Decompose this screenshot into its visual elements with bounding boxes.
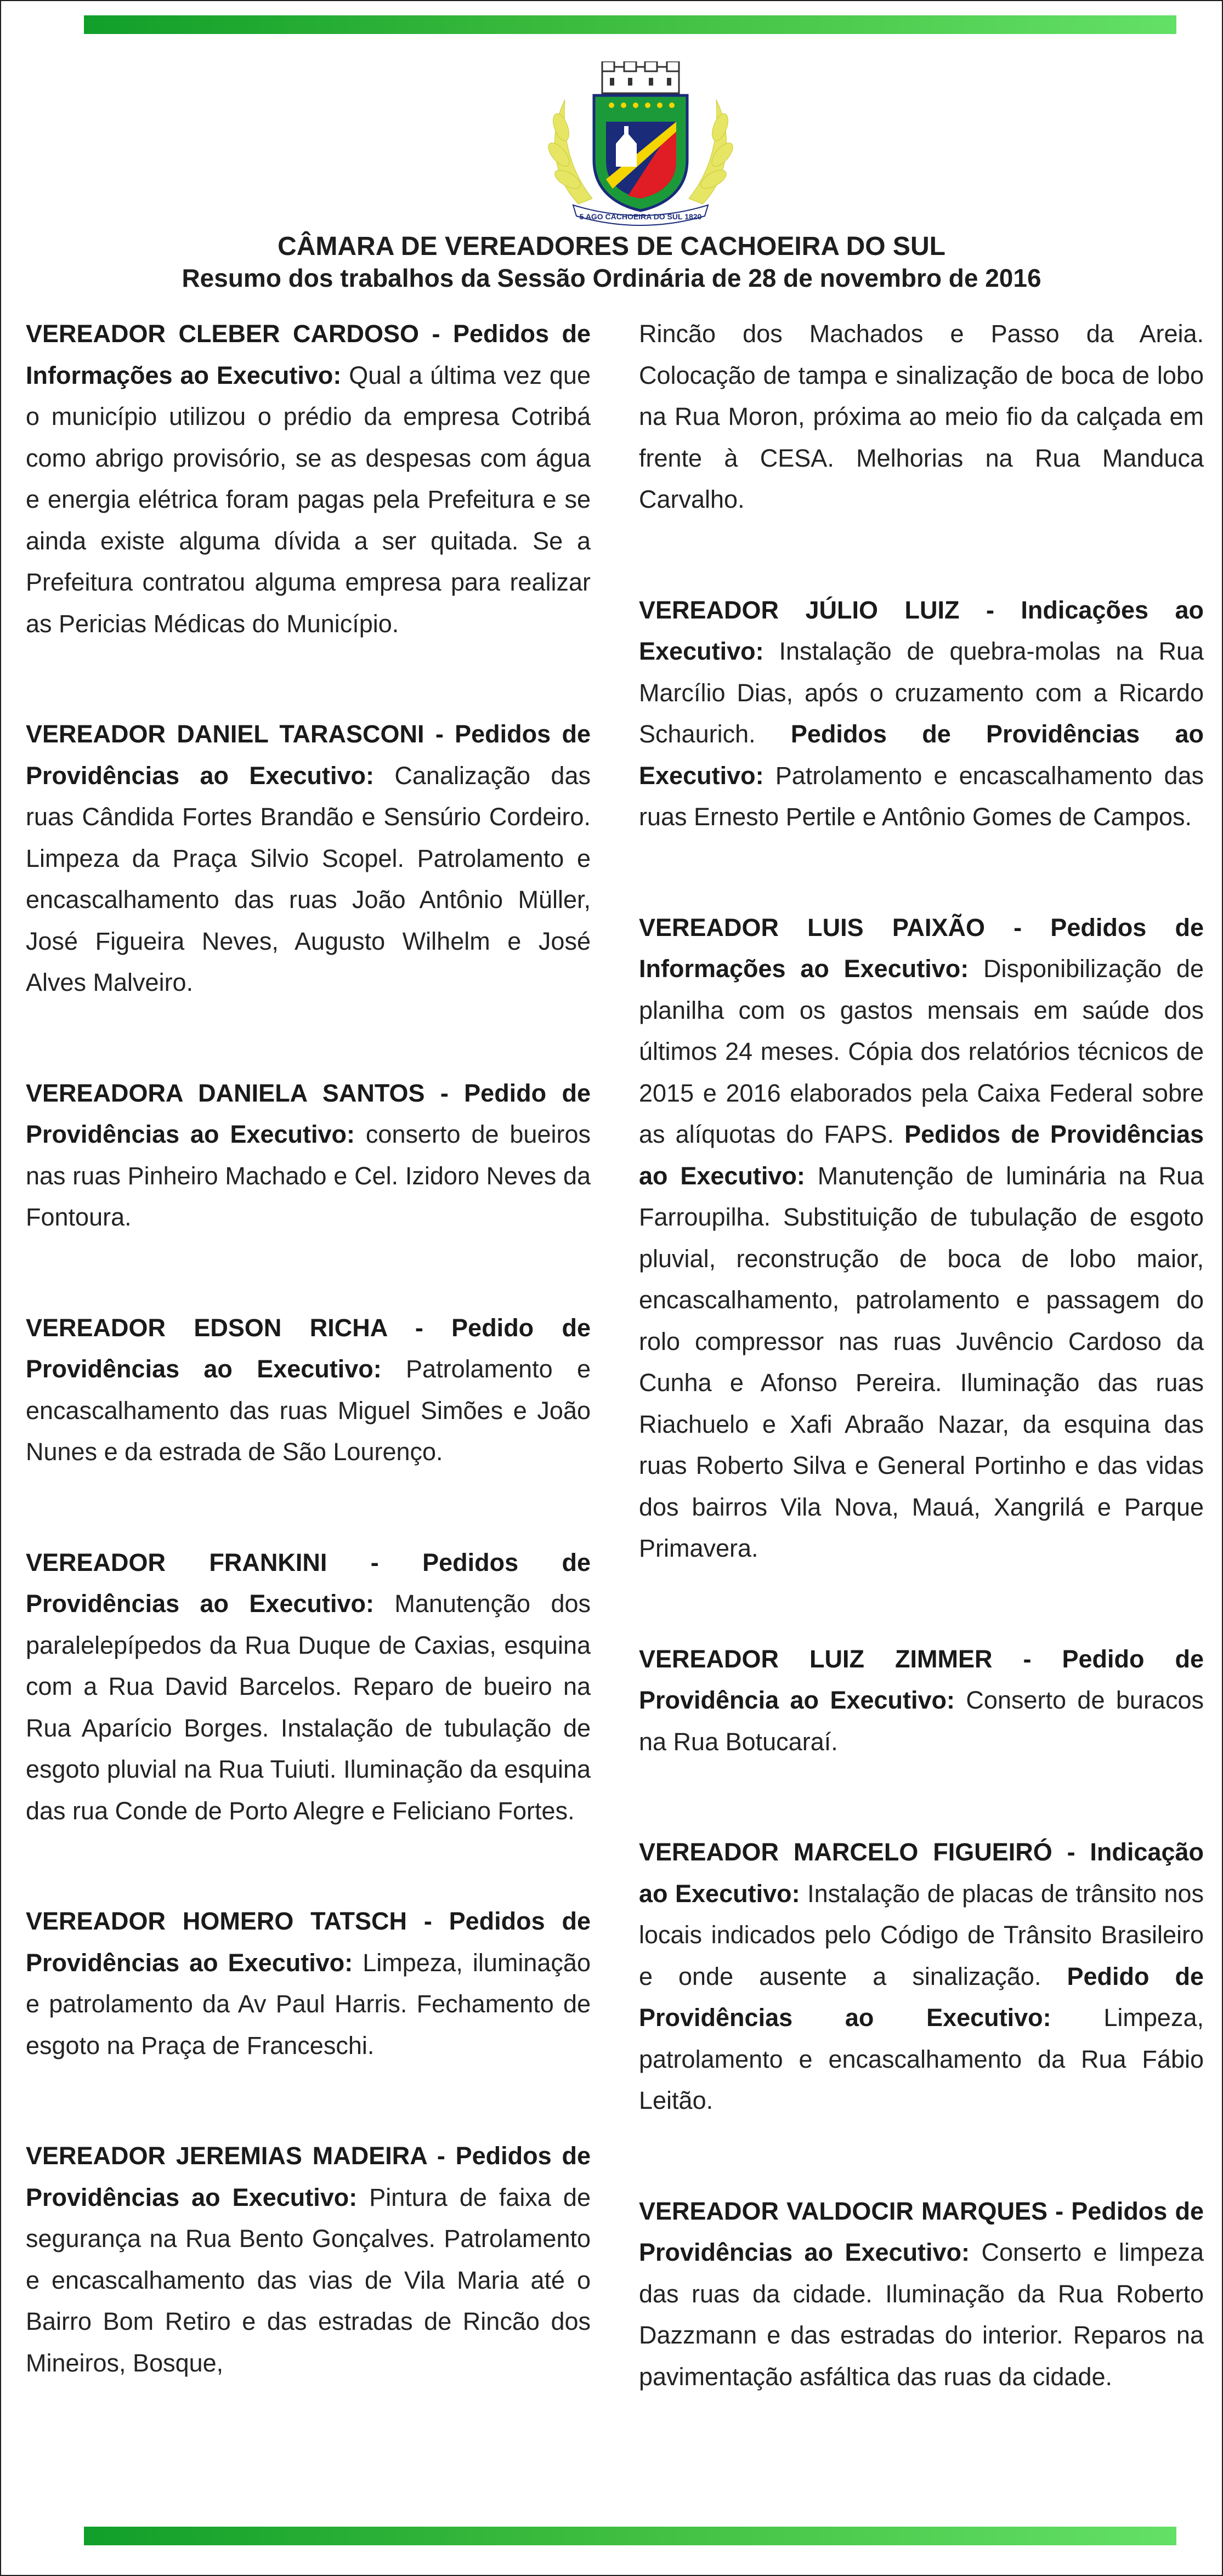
entry-text-2: Patrolamento e encascalhamento das ruas Ernesto Pertile e Antônio Gomes de Campos. xyxy=(639,761,1204,831)
entry-gap xyxy=(639,2121,1204,2191)
city-crest-logo xyxy=(540,61,741,226)
entry-gap xyxy=(26,1473,591,1542)
entry-luiz-zimmer xyxy=(639,1638,1204,1763)
entry-text: Manutenção dos paralelepípedos da Rua Duque de Caxias, esquina com a Rua David Barcelos. Reparo de bueiro na Rua Aparício Borges. Instalação de tubulação de esgoto pluvial na Rua Tuiuti. Iluminação da esquina das rua Conde de Porto Alegre e Feliciano Fortes. xyxy=(26,1590,591,1825)
entry-text-2: Manutenção de luminária na Rua Farroupilha. Substituição de tubulação de esgoto pluvial, reconstrução de boca de lobo maior, encascalhamento, patrolamento e passagem do rolo compressor nas ruas Juvêncio Cardoso da Cunha e Afonso Pereira. Iluminação das ruas Riachuelo e Xafi Abraão Nazar, da esquina das ruas Roberto Silva e General Portinho e das vidas dos bairros Vila Nova, Mauá, Xangrilá e Parque Primavera. xyxy=(639,1161,1204,1562)
entry-heading-2: Pedido de Providências ao Executivo: xyxy=(639,1962,1204,2032)
entry-text: Instalação de placas de trânsito nos locais indicados pelo Código de Trânsito Brasileiro e onde ausente a sinalização. xyxy=(639,1879,1204,1990)
bottom-green-bar xyxy=(84,2527,1176,2545)
entry-text: Conserto e limpeza das ruas da cidade. Iluminação da Rua Roberto Dazzmann e das estradas do interior. Reparos na pavimentação asfáltica das ruas da cidade. xyxy=(639,2238,1204,2391)
entry-edson-richa xyxy=(26,1307,591,1473)
entry-gap xyxy=(639,838,1204,907)
entry-gap xyxy=(26,1238,591,1307)
left-column xyxy=(26,313,591,2384)
entry-homero-tatsch xyxy=(26,1900,591,2066)
entry-jeremias-madeira-continued xyxy=(639,313,1204,520)
entry-heading: VEREADOR LUIZ ZIMMER - Pedido de Providência ao Executivo: xyxy=(639,1644,1204,1714)
entry-daniel-tarasconi xyxy=(26,713,591,1003)
entry-julio-luiz xyxy=(639,589,1204,838)
entry-valdocir-marques xyxy=(639,2191,1204,2398)
entry-heading: VEREADOR HOMERO TATSCH - Pedidos de Providências ao Executivo: xyxy=(26,1907,591,1977)
entry-text: Rincão dos Machados e Passo da Areia. Colocação de tampa e sinalização de boca de lobo na Rua Moron, próxima ao meio fio da calçada em frente à CESA. Melhorias na Rua Manduca Carvalho. xyxy=(639,320,1204,513)
crest-ribbon-text: 5 AGO CACHOEIRA DO SUL 1820 xyxy=(579,212,702,221)
entry-text: Instalação de quebra-molas na Rua Marcílio Dias, após o cruzamento com a Ricardo Schaurich. xyxy=(639,637,1204,748)
entry-heading: VEREADOR MARCELO FIGUEIRÓ - Indicação ao Executivo: xyxy=(639,1838,1204,1908)
entry-text: conserto de bueiros nas ruas Pinheiro Machado e Cel. Izidoro Neves da Fontoura. xyxy=(26,1120,591,1231)
top-green-bar xyxy=(84,15,1176,34)
right-column xyxy=(639,313,1204,2397)
entry-heading: VEREADOR EDSON RICHA - Pedido de Providências ao Executivo: xyxy=(26,1313,591,1383)
entry-heading: VEREADOR JEREMIAS MADEIRA - Pedidos de Providências ao Executivo: xyxy=(26,2142,591,2211)
entry-text: Conserto de buracos na Rua Botucaraí. xyxy=(639,1686,1204,1756)
entry-text: Disponibilização de planilha com os gastos mensais em saúde dos últimos 24 meses. Cópia dos relatórios técnicos de 2015 e 2016 elaborados pela Caixa Federal sobre as alíquotas do FAPS. xyxy=(639,955,1204,1148)
entry-text: Qual a última vez que o município utilizou o prédio da empresa Cotribá como abrigo provisório, se as despesas com água e energia elétrica foram pagas pela Prefeitura e se ainda existe alguma dívida a ser quitada. Se a Prefeitura contratou alguma empresa para realizar as Pericias Médicas do Município. xyxy=(26,361,591,638)
page-title: CÂMARA DE VEREADORES DE CACHOEIRA DO SUL xyxy=(278,232,945,261)
entry-text: Pintura de faixa de segurança na Rua Bento Gonçalves. Patrolamento e encascalhamento das vias de Vila Maria até o Bairro Bom Retiro e das estradas de Rincão dos Mineiros, Bosque, xyxy=(26,2183,591,2377)
entry-cleber-cardoso xyxy=(26,313,591,644)
entry-gap xyxy=(639,1569,1204,1638)
entry-luis-paixao xyxy=(639,907,1204,1569)
entry-heading: VEREADOR VALDOCIR MARQUES - Pedidos de Providências ao Executivo: xyxy=(639,2197,1204,2266)
entry-heading-2: Pedidos de Providências ao Executivo: xyxy=(639,1120,1204,1190)
entry-gap xyxy=(26,644,591,713)
entry-gap xyxy=(26,1831,591,1900)
entry-heading: VEREADOR LUIS PAIXÃO - Pedidos de Informações ao Executivo: xyxy=(639,913,1204,983)
entry-heading: VEREADORA DANIELA SANTOS - Pedido de Providências ao Executivo: xyxy=(26,1079,591,1148)
entry-text: Patrolamento e encascalhamento das ruas Miguel Simões e João Nunes e da estrada de São Lourenço. xyxy=(26,1355,591,1466)
entry-heading: VEREADOR CLEBER CARDOSO - Pedidos de Informações ao Executivo: xyxy=(26,320,591,389)
entry-text: Canalização das ruas Cândida Fortes Brandão e Sensúrio Cordeiro. Limpeza da Praça Silvio Scopel. Patrolamento e encascalhamento das ruas João Antônio Müller, José Figueira Neves, Augusto Wilhelm e José Alves Malveiro. xyxy=(26,761,591,996)
entry-frankini xyxy=(26,1542,591,1832)
entry-jeremias-madeira xyxy=(26,2135,591,2384)
entry-gap xyxy=(639,1762,1204,1831)
entry-text: Limpeza, iluminação e patrolamento da Av Paul Harris. Fechamento de esgoto na Praça de Franceschi. xyxy=(26,1948,591,2059)
entry-heading: VEREADOR DANIEL TARASCONI - Pedidos de Providências ao Executivo: xyxy=(26,720,591,790)
entry-marcelo-figueiro xyxy=(639,1831,1204,2121)
entry-gap xyxy=(639,520,1204,589)
entry-heading: VEREADOR JÚLIO LUIZ - Indicações ao Executivo: xyxy=(639,595,1204,665)
entry-gap xyxy=(26,2066,591,2135)
entry-gap xyxy=(26,1003,591,1073)
page-subtitle: Resumo dos trabalhos da Sessão Ordinária de 28 de novembro de 2016 xyxy=(182,264,1041,292)
entry-daniela-santos xyxy=(26,1073,591,1238)
entry-heading: VEREADOR FRANKINI - Pedidos de Providências ao Executivo: xyxy=(26,1548,591,1618)
entry-heading-2: Pedidos de Providências ao Executivo: xyxy=(639,720,1204,790)
entry-text-2: Limpeza, patrolamento e encascalhamento da Rua Fábio Leitão. xyxy=(639,2004,1204,2114)
